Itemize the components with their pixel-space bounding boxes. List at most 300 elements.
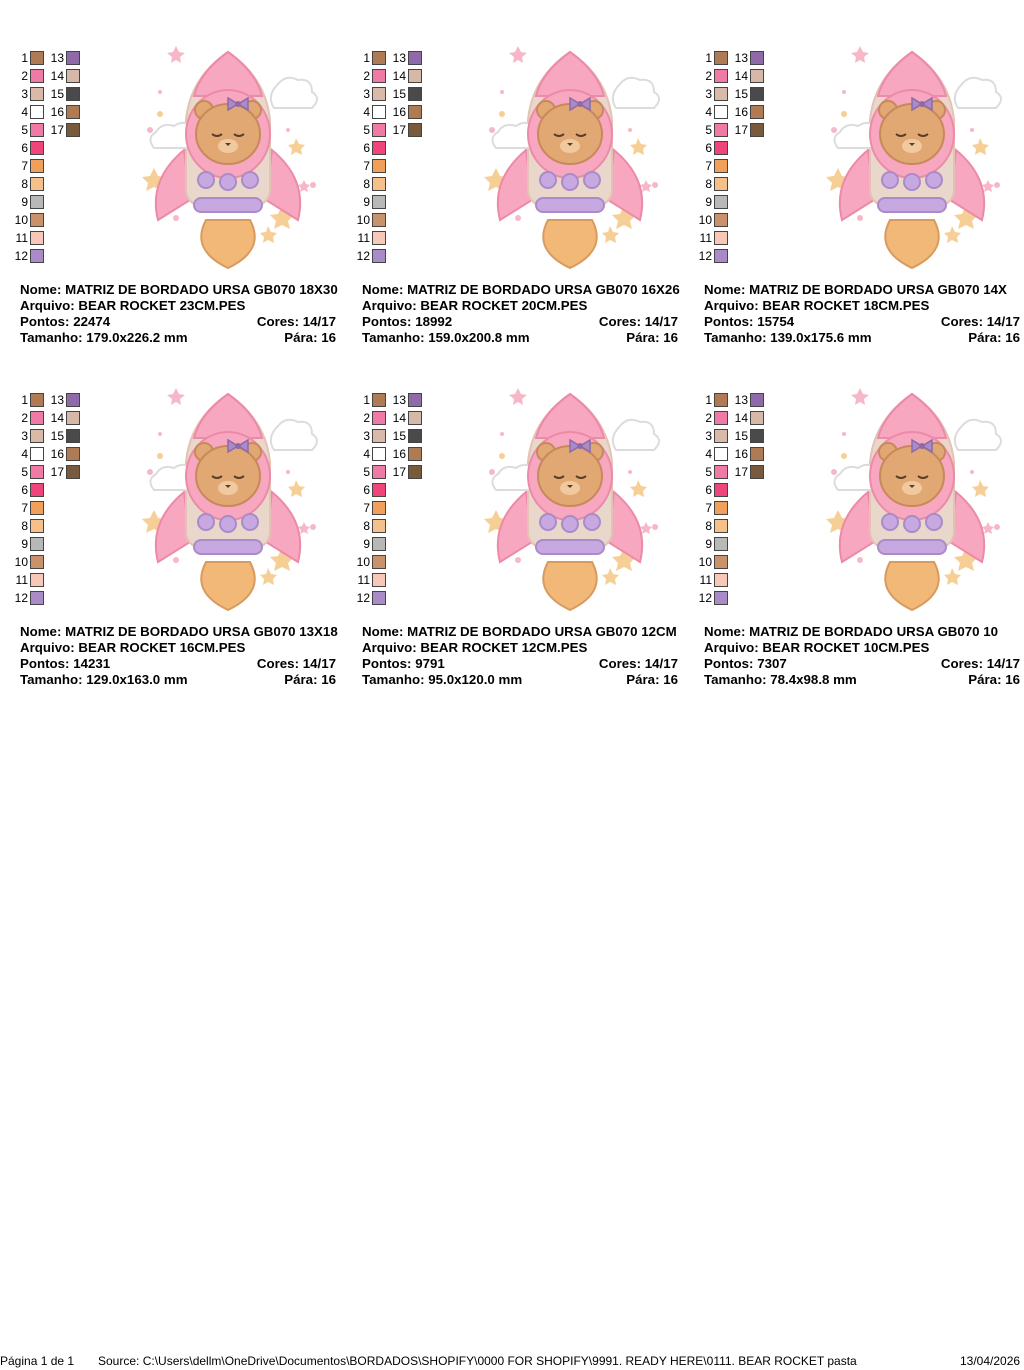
color-row [356, 590, 436, 608]
color-swatch [408, 393, 422, 407]
color-count: 14/17 [644, 314, 678, 329]
color-number: 3 [705, 429, 712, 443]
color-row [386, 392, 466, 410]
color-swatch [408, 447, 422, 461]
color-swatch [66, 393, 80, 407]
color-number: 2 [705, 411, 712, 425]
color-swatch [30, 231, 44, 245]
color-swatch [408, 87, 422, 101]
points-label: Pontos: [362, 314, 412, 329]
color-number: 5 [363, 123, 370, 137]
color-number: 6 [363, 141, 370, 155]
color-number: 15 [734, 429, 748, 443]
color-number: 12 [14, 249, 28, 263]
color-swatch [66, 429, 80, 443]
color-row [386, 68, 466, 86]
name-label: Nome: [20, 282, 62, 297]
color-swatch [372, 159, 386, 173]
color-row [698, 518, 778, 536]
color-row [356, 212, 436, 230]
color-number: 15 [50, 429, 64, 443]
color-number: 16 [734, 105, 748, 119]
design-card [694, 366, 1024, 696]
points-line [704, 656, 787, 672]
color-swatch [408, 123, 422, 137]
color-row [698, 500, 778, 518]
color-number: 14 [50, 411, 64, 425]
color-number: 14 [734, 69, 748, 83]
points-label: Pontos: [704, 656, 754, 671]
color-number: 9 [705, 195, 712, 209]
stops-label: Pára: [968, 672, 1002, 687]
color-swatch [66, 447, 80, 461]
color-number: 3 [705, 87, 712, 101]
file-label: Arquivo: [704, 640, 759, 655]
color-number: 8 [705, 177, 712, 191]
color-number: 4 [21, 105, 28, 119]
stops-label: Pára: [626, 330, 660, 345]
color-row [356, 140, 436, 158]
color-number: 5 [705, 465, 712, 479]
color-row [14, 590, 94, 608]
design-name-line [362, 282, 717, 298]
color-swatch [66, 105, 80, 119]
color-swatch [66, 123, 80, 137]
file-label: Arquivo: [20, 298, 75, 313]
color-number: 8 [21, 177, 28, 191]
stops-line [284, 672, 336, 688]
colors-label: Cores: [256, 314, 300, 329]
color-row [14, 140, 94, 158]
color-swatch [714, 519, 728, 533]
size-label: Tamanho: [362, 672, 425, 687]
color-row [356, 230, 436, 248]
design-name-line [362, 624, 717, 640]
colors-line [257, 656, 336, 672]
color-number: 16 [392, 105, 406, 119]
color-row [44, 50, 124, 68]
color-number: 8 [21, 519, 28, 533]
stitch-count: 9791 [415, 656, 445, 671]
color-number: 1 [363, 393, 370, 407]
color-number: 2 [21, 69, 28, 83]
color-number: 3 [363, 87, 370, 101]
color-row [386, 50, 466, 68]
design-name: MATRIZ DE BORDADO URSA GB070 12CM [407, 624, 677, 639]
color-number: 15 [50, 87, 64, 101]
design-card [10, 366, 352, 696]
points-line [362, 656, 445, 672]
color-number: 14 [392, 69, 406, 83]
color-number: 2 [363, 411, 370, 425]
size-line [362, 672, 522, 688]
bear-rocket-embroidery-image [128, 372, 328, 612]
name-label: Nome: [704, 624, 746, 639]
color-number: 5 [705, 123, 712, 137]
color-row [698, 176, 778, 194]
file-label: Arquivo: [362, 298, 417, 313]
color-number: 13 [392, 51, 406, 65]
design-size: 78.4x98.8 mm [770, 672, 857, 687]
color-row [14, 158, 94, 176]
color-swatch [66, 51, 80, 65]
color-row [728, 464, 808, 482]
design-name: MATRIZ DE BORDADO URSA GB070 14X [749, 282, 1007, 297]
color-row [728, 446, 808, 464]
color-count: 14/17 [986, 656, 1020, 671]
color-number: 17 [734, 465, 748, 479]
color-number: 10 [14, 555, 28, 569]
color-row [728, 68, 808, 86]
color-row [698, 572, 778, 590]
color-row [44, 410, 124, 428]
file-label: Arquivo: [704, 298, 759, 313]
color-swatch [372, 555, 386, 569]
color-row [356, 536, 436, 554]
bear-rocket-embroidery-image [812, 30, 1012, 270]
color-row [14, 572, 94, 590]
color-number: 8 [705, 519, 712, 533]
color-row [386, 446, 466, 464]
color-swatch [30, 141, 44, 155]
color-number: 12 [14, 591, 28, 605]
color-swatch [30, 573, 44, 587]
file-label: Arquivo: [362, 640, 417, 655]
file-line [704, 640, 929, 656]
color-row [356, 482, 436, 500]
color-number: 10 [356, 555, 370, 569]
color-row [44, 464, 124, 482]
points-label: Pontos: [20, 656, 70, 671]
design-name-line [20, 624, 375, 640]
design-size: 129.0x163.0 mm [86, 672, 188, 687]
color-swatch [372, 573, 386, 587]
name-label: Nome: [704, 282, 746, 297]
color-number: 12 [698, 249, 712, 263]
stitch-count: 14231 [73, 656, 111, 671]
color-number: 4 [363, 105, 370, 119]
size-label: Tamanho: [362, 330, 425, 345]
color-number: 15 [392, 87, 406, 101]
file-name: BEAR ROCKET 18CM.PES [762, 298, 930, 313]
color-swatch [714, 555, 728, 569]
size-line [20, 672, 188, 688]
file-line [20, 298, 245, 314]
colors-label: Cores: [940, 656, 984, 671]
colors-line [941, 314, 1020, 330]
color-row [356, 572, 436, 590]
stops-label: Pára: [284, 672, 318, 687]
color-swatch [714, 249, 728, 263]
color-number: 17 [50, 465, 64, 479]
color-number: 14 [734, 411, 748, 425]
design-name: MATRIZ DE BORDADO URSA GB070 16X26 [407, 282, 680, 297]
color-number: 16 [50, 105, 64, 119]
color-number: 1 [705, 393, 712, 407]
file-line [362, 640, 587, 656]
design-name-line [20, 282, 375, 298]
color-swatch [372, 141, 386, 155]
color-number: 4 [21, 447, 28, 461]
color-number: 7 [21, 501, 28, 515]
colors-line [599, 656, 678, 672]
color-number: 1 [21, 393, 28, 407]
bear-rocket-embroidery-image [470, 372, 670, 612]
color-swatch [714, 159, 728, 173]
stops-label: Pára: [284, 330, 318, 345]
color-row [14, 248, 94, 266]
color-row [386, 122, 466, 140]
file-label: Arquivo: [20, 640, 75, 655]
color-row [356, 554, 436, 572]
points-line [20, 314, 110, 330]
color-swatch [372, 195, 386, 209]
color-count: 14/17 [644, 656, 678, 671]
points-label: Pontos: [704, 314, 754, 329]
color-row [728, 104, 808, 122]
design-size: 159.0x200.8 mm [428, 330, 530, 345]
color-number: 15 [734, 87, 748, 101]
color-row [698, 158, 778, 176]
color-row [14, 230, 94, 248]
color-swatch [30, 249, 44, 263]
design-name: MATRIZ DE BORDADO URSA GB070 18X30 [65, 282, 338, 297]
stops-label: Pára: [968, 330, 1002, 345]
color-swatch [750, 105, 764, 119]
color-row [728, 122, 808, 140]
color-row [386, 428, 466, 446]
color-number: 9 [705, 537, 712, 551]
color-row [14, 554, 94, 572]
color-number: 9 [363, 195, 370, 209]
color-number: 4 [705, 105, 712, 119]
color-number: 6 [705, 141, 712, 155]
color-number: 16 [50, 447, 64, 461]
color-number: 13 [392, 393, 406, 407]
color-row [698, 536, 778, 554]
color-swatch [750, 447, 764, 461]
color-swatch [408, 69, 422, 83]
color-swatch [714, 177, 728, 191]
color-swatch [408, 411, 422, 425]
file-name: BEAR ROCKET 20CM.PES [420, 298, 588, 313]
color-row [44, 122, 124, 140]
color-swatch [30, 519, 44, 533]
color-row [356, 518, 436, 536]
color-row [14, 176, 94, 194]
design-size: 179.0x226.2 mm [86, 330, 188, 345]
color-number: 10 [356, 213, 370, 227]
color-swatch [372, 483, 386, 497]
color-number: 14 [50, 69, 64, 83]
color-number: 7 [363, 501, 370, 515]
color-swatch [66, 69, 80, 83]
color-row [698, 140, 778, 158]
color-row [356, 194, 436, 212]
design-name: MATRIZ DE BORDADO URSA GB070 10 [749, 624, 999, 639]
color-number: 1 [705, 51, 712, 65]
color-swatch [66, 87, 80, 101]
color-number: 6 [21, 141, 28, 155]
color-swatch [714, 501, 728, 515]
color-number: 11 [357, 231, 370, 245]
name-label: Nome: [362, 624, 404, 639]
color-number: 17 [50, 123, 64, 137]
color-number: 3 [21, 87, 28, 101]
color-swatch [750, 69, 764, 83]
color-number: 2 [21, 411, 28, 425]
points-line [704, 314, 794, 330]
color-count: 14/17 [986, 314, 1020, 329]
color-row [44, 68, 124, 86]
color-row [44, 86, 124, 104]
color-swatch [30, 483, 44, 497]
color-swatch [66, 411, 80, 425]
color-number: 7 [705, 501, 712, 515]
color-number: 12 [356, 591, 370, 605]
design-card [352, 24, 694, 354]
color-number: 5 [21, 123, 28, 137]
stop-count: 16 [663, 330, 678, 345]
color-swatch [372, 213, 386, 227]
color-swatch [372, 501, 386, 515]
color-swatch [750, 51, 764, 65]
color-number: 10 [698, 555, 712, 569]
color-swatch [750, 393, 764, 407]
color-number: 13 [734, 51, 748, 65]
color-row [356, 248, 436, 266]
points-line [20, 656, 110, 672]
color-number: 11 [699, 231, 712, 245]
file-name: BEAR ROCKET 10CM.PES [762, 640, 930, 655]
color-number: 9 [21, 195, 28, 209]
page-number: Página 1 de 1 [0, 1354, 75, 1368]
color-swatch [66, 465, 80, 479]
color-swatch [30, 177, 44, 191]
color-swatch [714, 195, 728, 209]
file-name: BEAR ROCKET 16CM.PES [78, 640, 246, 655]
color-swatch [714, 483, 728, 497]
color-number: 12 [698, 591, 712, 605]
color-swatch [372, 519, 386, 533]
stop-count: 16 [663, 672, 678, 687]
color-swatch [30, 501, 44, 515]
name-label: Nome: [362, 282, 404, 297]
color-swatch [408, 51, 422, 65]
color-number: 13 [50, 393, 64, 407]
color-number: 2 [363, 69, 370, 83]
stitch-count: 22474 [73, 314, 111, 329]
stitch-count: 18992 [415, 314, 453, 329]
colors-line [257, 314, 336, 330]
color-number: 17 [734, 123, 748, 137]
color-number: 10 [14, 213, 28, 227]
color-row [728, 428, 808, 446]
page-footer [0, 1353, 1024, 1369]
size-label: Tamanho: [20, 672, 83, 687]
points-label: Pontos: [362, 656, 412, 671]
color-number: 16 [392, 447, 406, 461]
color-number: 11 [357, 573, 370, 587]
color-swatch [372, 231, 386, 245]
colors-label: Cores: [598, 656, 642, 671]
colors-line [941, 656, 1020, 672]
size-label: Tamanho: [704, 672, 767, 687]
stop-count: 16 [321, 672, 336, 687]
file-line [362, 298, 587, 314]
file-line [20, 640, 245, 656]
color-row [386, 86, 466, 104]
file-name: BEAR ROCKET 23CM.PES [78, 298, 246, 313]
color-swatch [30, 555, 44, 569]
size-label: Tamanho: [20, 330, 83, 345]
size-line [362, 330, 530, 346]
color-number: 3 [363, 429, 370, 443]
design-name-line [704, 624, 1024, 640]
color-row [44, 104, 124, 122]
color-swatch [714, 537, 728, 551]
color-row [14, 536, 94, 554]
file-name: BEAR ROCKET 12CM.PES [420, 640, 588, 655]
stops-line [626, 330, 678, 346]
color-number: 11 [699, 573, 712, 587]
color-swatch [714, 591, 728, 605]
stops-line [284, 330, 336, 346]
color-row [356, 500, 436, 518]
colors-label: Cores: [598, 314, 642, 329]
bear-rocket-embroidery-image [812, 372, 1012, 612]
color-swatch [714, 573, 728, 587]
color-number: 9 [363, 537, 370, 551]
points-label: Pontos: [20, 314, 70, 329]
design-card [694, 24, 1024, 354]
color-number: 10 [698, 213, 712, 227]
color-number: 5 [21, 465, 28, 479]
color-row [44, 428, 124, 446]
color-number: 8 [363, 177, 370, 191]
print-date: 13/04/2026 [960, 1354, 1021, 1368]
color-number: 13 [734, 393, 748, 407]
size-line [704, 672, 857, 688]
stops-line [626, 672, 678, 688]
stop-count: 16 [1005, 330, 1020, 345]
color-swatch [30, 195, 44, 209]
color-swatch [714, 141, 728, 155]
color-number: 3 [21, 429, 28, 443]
color-swatch [408, 105, 422, 119]
color-row [698, 482, 778, 500]
color-swatch [750, 465, 764, 479]
size-line [704, 330, 872, 346]
design-size: 95.0x120.0 mm [428, 672, 523, 687]
color-number: 5 [363, 465, 370, 479]
color-row [698, 212, 778, 230]
color-number: 16 [734, 447, 748, 461]
color-swatch [750, 87, 764, 101]
bear-rocket-embroidery-image [128, 30, 328, 270]
name-label: Nome: [20, 624, 62, 639]
color-row [728, 50, 808, 68]
color-row [698, 248, 778, 266]
size-line [20, 330, 188, 346]
color-swatch [714, 213, 728, 227]
color-number: 7 [705, 159, 712, 173]
color-swatch [30, 213, 44, 227]
colors-label: Cores: [940, 314, 984, 329]
color-row [44, 392, 124, 410]
color-number: 14 [392, 411, 406, 425]
color-number: 6 [21, 483, 28, 497]
